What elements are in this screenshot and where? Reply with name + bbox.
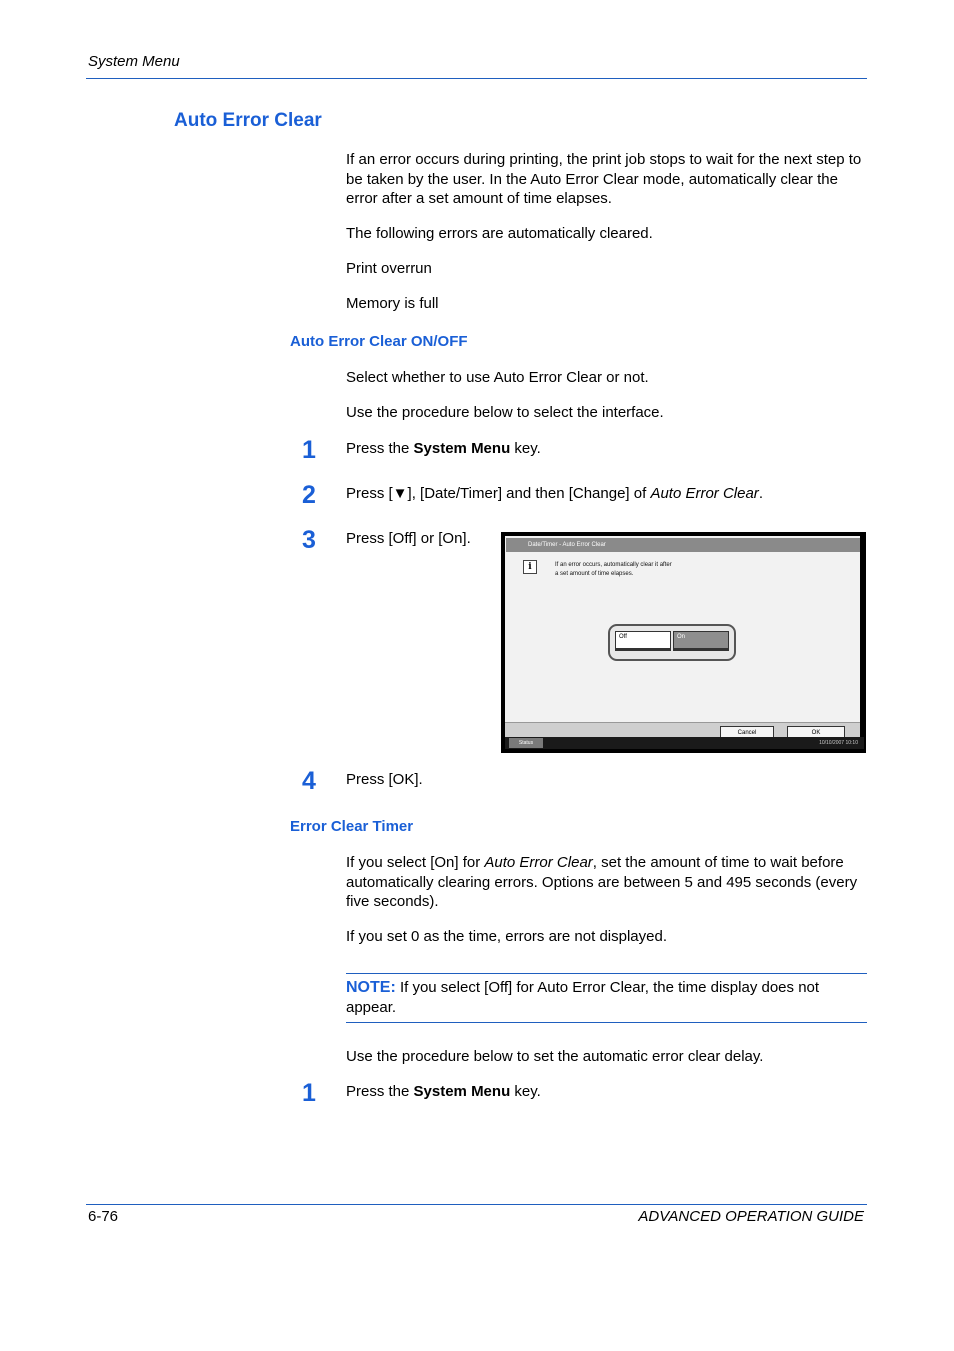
step-text: Press [▼], [Date/Timer] and then [Change] of Auto Error Clear. [346,485,763,502]
intro-paragraph: If an error occurs during printing, the print job stops to wait for the next step to be taken by the user. In the Auto Error Clear mode, automatically clear the error after a set amount of time elapses. [346,151,862,207]
step-number: 1 [302,1079,316,1107]
timer-paragraph: If you select [On] for Auto Error Clear, set the amount of time to wait before automatically clearing errors. Options are between 5 and 495 seconds (every five seconds). [346,854,858,910]
note-rule-bottom [346,1022,867,1023]
screen-body [505,536,860,749]
status-bar [505,737,864,749]
step-number: 2 [302,481,316,509]
screen-title: Date/Timer - Auto Error Clear [506,538,860,552]
timer-paragraph-2: If you set 0 as the time, errors are not displayed. [346,928,667,945]
note: NOTE: If you select [Off] for Auto Error Clear, the time display does not appear. [346,979,820,1016]
note-label: NOTE: [346,979,396,996]
step-text: Press the System Menu key. [346,440,541,457]
on-button[interactable]: On [673,631,729,651]
running-header: System Menu [88,53,180,70]
off-on-toggle [608,624,736,661]
cancel-button[interactable]: Cancel [720,726,774,740]
step-text: Press [OK]. [346,771,423,788]
onoff-paragraph: Select whether to use Auto Error Clear or not. [346,369,649,386]
step-number: 4 [302,767,316,795]
error-item: Memory is full [346,295,439,312]
datetime-display: 10/10/2007 10:10 [819,740,858,746]
panel-screenshot [501,532,866,753]
intro-paragraph-2: The following errors are automatically cleared. [346,225,653,242]
info-icon: i [523,560,537,574]
guide-title: ADVANCED OPERATION GUIDE [638,1208,864,1225]
header-rule [86,78,867,79]
subsection-heading-timer: Error Clear Timer [290,818,414,835]
step-text: Press the System Menu key. [346,1083,541,1100]
step-text: Press [Off] or [On]. [346,530,471,547]
status-button[interactable]: Status [509,738,543,748]
onoff-paragraph-2: Use the procedure below to select the interface. [346,404,664,421]
page-number: 6-76 [88,1208,119,1225]
subsection-heading-onoff: Auto Error Clear ON/OFF [290,333,468,350]
section-title: Auto Error Clear [174,110,322,131]
step-number: 3 [302,526,316,554]
off-button[interactable]: Off [615,631,671,651]
screen-message: If an error occurs, automatically clear it after a set amount of time elapses. [555,562,672,577]
timer-paragraph-3: Use the procedure below to set the automatic error clear delay. [346,1048,764,1065]
footer-rule [86,1204,867,1205]
ok-button[interactable]: OK [787,726,845,740]
note-rule-top [346,973,867,974]
step-number: 1 [302,436,316,464]
error-item: Print overrun [346,260,432,277]
